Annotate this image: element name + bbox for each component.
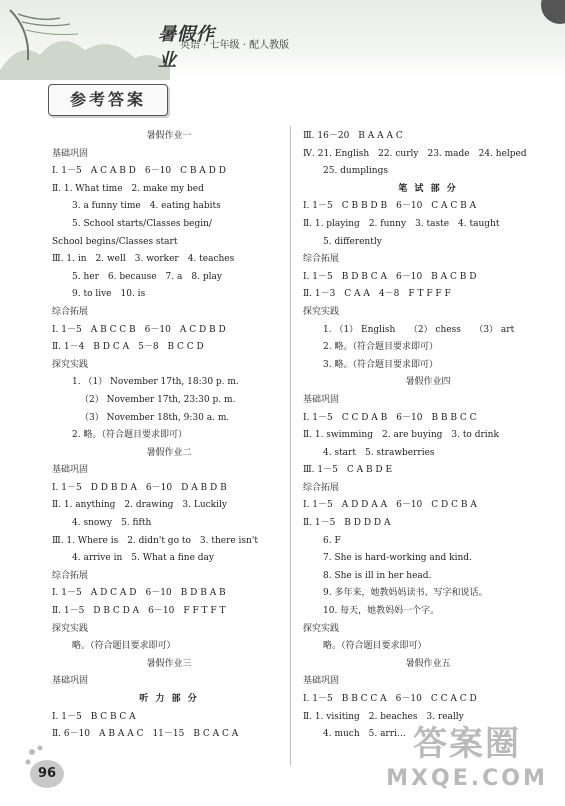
- answer-line: 4. much 5. arri…: [323, 729, 406, 740]
- answer-line: 4. arrive in 5. What a fine day: [72, 553, 215, 564]
- book-subtitle: 英语 · 七年级 · 配人教版: [180, 40, 290, 51]
- answer-line: 探究实践: [303, 623, 340, 634]
- answer-line: Ⅳ. 21. English 22. curly 23. made 24. helped: [303, 148, 527, 159]
- answer-line: 综合拓展: [52, 306, 89, 317]
- answer-line: Ⅱ. 1－3 C A A 4－8 F T F F F: [303, 289, 451, 300]
- answer-line: School begins/Classes start: [52, 236, 178, 247]
- answer-line: 综合拓展: [52, 570, 89, 581]
- answer-line: Ⅲ. 16－20 B A A A C: [303, 131, 403, 141]
- answer-line: 暑假作业二: [146, 447, 192, 458]
- answer-line: 7. She is hard-working and kind.: [323, 553, 472, 564]
- answer-line: Ⅱ. 1. What time 2. make my bed: [52, 183, 204, 194]
- answer-line: 暑假作业三: [146, 658, 192, 669]
- answer-line: 听 力 部 分: [139, 694, 199, 704]
- answer-line: Ⅰ. 1－5 B D B C A 6－10 B A C B D: [303, 271, 477, 282]
- answer-line: 8. She is ill in her head.: [323, 570, 432, 581]
- answer-line: Ⅲ. 1－5 C A B D E: [303, 465, 393, 476]
- answer-line: 3. a funny time 4. eating habits: [72, 201, 221, 212]
- answer-line: Ⅱ. 1－4 B D C A 5－8 B C C D: [52, 342, 204, 353]
- answer-line: 基础巩固: [303, 676, 340, 687]
- badge-label: 参考答案: [69, 90, 146, 109]
- answer-line: Ⅰ. 1－5 A D C A D 6－10 B D B A B: [52, 588, 226, 599]
- answer-line: 略。（符合题目要求即可）: [72, 641, 176, 652]
- page-header: [0, 0, 565, 80]
- answer-line: 25. dumplings: [323, 166, 388, 177]
- answer-line: Ⅱ. 1－5 D B C D A 6－10 F F T F T: [52, 606, 226, 617]
- answer-line: Ⅰ. 1－5 A B C C B 6－10 A C D B D: [52, 324, 226, 335]
- watermark-line-2: MXQE.COM: [386, 766, 548, 791]
- answer-line: Ⅱ. 1. playing 2. funny 3. taste 4. taught: [303, 218, 500, 229]
- answer-line: 综合拓展: [303, 254, 340, 265]
- answer-line: 基础巩固: [52, 465, 89, 476]
- answer-line: Ⅰ. 1－5 A C A B D 6－10 C B A D D: [52, 166, 226, 177]
- answer-line: Ⅰ. 1－5 A D D A A 6－10 C D C B A: [303, 500, 477, 511]
- answer-line: 探究实践: [52, 623, 89, 634]
- answer-line: 10. 每天，她教妈妈一个字。: [323, 606, 440, 617]
- page-number: 96: [30, 760, 64, 788]
- answer-line: 4. start 5. strawberries: [323, 447, 435, 458]
- section-badge: [48, 84, 168, 116]
- ink-landscape-decoration: [0, 0, 170, 80]
- answer-line: Ⅰ. 1－5 C B B D B 6－10 C A C B A: [303, 201, 477, 212]
- answer-line: 暑假作业五: [405, 658, 451, 669]
- watermark-line-1: 答案圈: [413, 724, 521, 764]
- answer-line: 笔 试 部 分: [398, 183, 458, 194]
- answer-line: Ⅱ. 1－5 B D D D A: [303, 518, 391, 529]
- answer-line: Ⅱ. 1. visiting 2. beaches 3. really: [303, 711, 464, 722]
- answer-line: Ⅰ. 1－5 B C B C A: [52, 711, 136, 722]
- answer-line: 基础巩固: [52, 148, 89, 159]
- answer-line: 4. snowy 5. fifth: [72, 518, 152, 529]
- brand-logo: 暑假作业: [158, 24, 215, 71]
- answer-line: 暑假作业一: [146, 131, 192, 141]
- answer-line: Ⅱ. 1. swimming 2. are buying 3. to drink: [303, 430, 499, 441]
- answer-line: 5. differently: [323, 236, 382, 247]
- answer-line: 1. （1） November 17th, 18:30 p. m.: [72, 377, 239, 388]
- answer-line: Ⅱ. 6－10 A B A A C 11－15 B C A C A: [52, 729, 239, 740]
- answer-line: 略。（符合题目要求即可）: [323, 641, 427, 652]
- answer-line: Ⅲ. 1. Where is 2. didn't go to 3. there isn't: [52, 535, 258, 546]
- answer-line: 暑假作业四: [405, 377, 451, 388]
- answer-line: 5. her 6. because 7. a 8. play: [72, 271, 222, 282]
- corner-decoration: [541, 0, 565, 24]
- answer-line: 基础巩固: [52, 676, 89, 687]
- answer-line: 6. F: [323, 535, 341, 546]
- answer-line: 探究实践: [52, 359, 89, 370]
- answer-line: 基础巩固: [303, 394, 340, 405]
- answer-line: Ⅰ. 1－5 C C D A B 6－10 B B B C C: [303, 412, 477, 423]
- answer-line: 探究实践: [303, 306, 340, 317]
- site-watermark: [372, 716, 562, 804]
- right-answer-column: [303, 128, 553, 744]
- answer-line: 3. 略。（符合题目要求即可）: [323, 359, 438, 370]
- left-answer-column: [52, 128, 286, 744]
- answer-line: （3） November 18th, 9:30 a. m.: [80, 412, 230, 423]
- answer-line: （2） November 17th, 23:30 p. m.: [80, 394, 236, 405]
- answer-line: Ⅰ. 1－5 D D B D A 6－10 D A B D B: [52, 482, 227, 493]
- answer-line: 5. School starts/Classes begin/: [72, 218, 212, 229]
- answer-line: Ⅲ. 1. in 2. well 3. worker 4. teaches: [52, 254, 235, 265]
- answer-line: Ⅱ. 1. anything 2. drawing 3. Luckily: [52, 500, 227, 511]
- answer-line: Ⅰ. 1－5 B B C C A 6－10 C C A C D: [303, 694, 477, 704]
- answer-line: 综合拓展: [303, 482, 340, 493]
- answer-line: 9. to live 10. is: [72, 289, 146, 300]
- answer-line: 2. 略。（符合题目要求即可）: [72, 430, 187, 441]
- answer-line: 9. 多年来，她教妈妈读书、写字和说话。: [323, 588, 488, 599]
- answer-line: 2. 略。（符合题目要求即可）: [323, 342, 438, 353]
- answer-line: 1. （1） English （2） chess （3） art: [323, 324, 515, 335]
- column-divider: [290, 126, 291, 766]
